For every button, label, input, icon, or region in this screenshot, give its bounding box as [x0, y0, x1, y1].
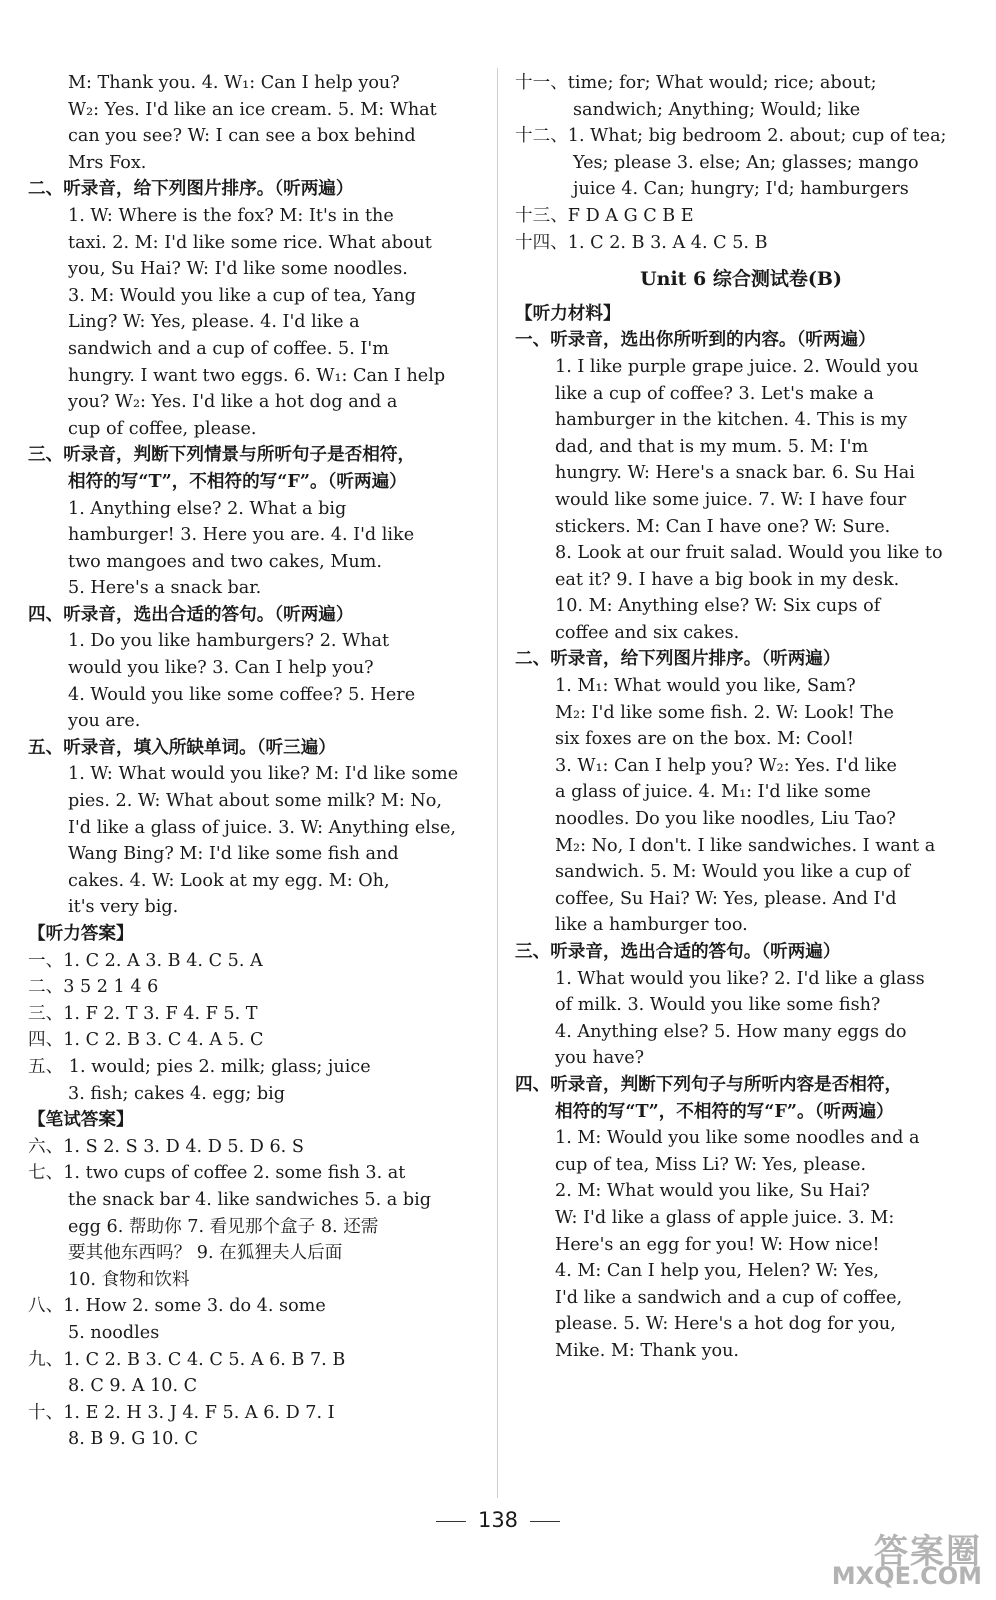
text-line: 3. fish; cakes 4. egg; big [68, 1083, 286, 1104]
text-line: Mrs Fox. [68, 152, 147, 173]
text-line: hungry. W: Here's a snack bar. 6. Su Hai [555, 463, 915, 484]
text-line: Mike. M: Thank you. [555, 1340, 740, 1361]
section-heading: 【笔试答案】 [28, 1109, 134, 1131]
text-line: dad, and that is my mum. 5. M: I'm [555, 436, 869, 457]
text-line: 七、1. two cups of coffee 2. some fish 3. at [28, 1163, 406, 1184]
section-heading: 二、听录音，给下列图片排序。（听两遍） [515, 648, 841, 670]
text-line: 3. M: Would you like a cup of tea, Yang [68, 285, 416, 306]
section-heading: 三、听录音，选出合适的答句。（听两遍） [515, 941, 841, 962]
text-line: 十、1. E 2. H 3. J 4. F 5. A 6. D 7. I [28, 1402, 335, 1423]
section-heading: 二、听录音，给下列图片排序。（听两遍） [28, 178, 354, 200]
text-line: 三、1. F 2. T 3. F 4. F 5. T [28, 1003, 258, 1024]
text-line: taxi. 2. M: I'd like some rice. What about [68, 232, 432, 253]
text-line: M₂: No, I don't. I like sandwiches. I want a [555, 835, 936, 856]
text-line: 十三、F D A G C B E [515, 205, 694, 226]
text-line: 二、3 5 2 1 4 6 [28, 977, 159, 998]
text-line: 8. Look at our fruit salad. Would you like to [555, 543, 943, 564]
section-heading: 五、听录音，填入所缺单词。（听三遍） [28, 736, 336, 758]
right-column [515, 70, 967, 1365]
text-line: Ling? W: Yes, please. 4. I'd like a [68, 312, 360, 333]
text-line: you are. [68, 711, 141, 732]
page-number-text: 138 [477, 1508, 519, 1532]
text-line: cup of tea, Miss Li? W: Yes, please. [555, 1154, 867, 1175]
section-heading: 相符的写“T”，不相符的写“F”。（听两遍） [68, 470, 407, 492]
text-line: 5. Here's a snack bar. [68, 578, 262, 599]
text-line: it's very big. [68, 897, 179, 918]
watermark-line1: 答案圈 [874, 1532, 982, 1572]
text-line: juice 4. Can; hungry; I'd; hamburgers [573, 179, 909, 200]
text-line: 1. M: Would you like some noodles and a [555, 1128, 920, 1149]
text-line: coffee, Su Hai? W: Yes, please. And I'd [555, 888, 897, 909]
text-line: sandwich and a cup of coffee. 5. I'm [68, 338, 389, 359]
text-line: you have? [555, 1048, 645, 1069]
text-line: 4. Anything else? 5. How many eggs do [555, 1021, 907, 1042]
text-line: 十二、1. What; big bedroom 2. about; cup of tea; [515, 126, 947, 147]
text-line: Yes; please 3. else; An; glasses; mango [573, 152, 919, 173]
text-line: of milk. 3. Would you like some fish? [555, 995, 881, 1016]
text-line: 1. What would you like? 2. I'd like a glass [555, 968, 925, 989]
text-line: W₂: Yes. I'd like an ice cream. 5. M: What [68, 99, 437, 120]
text-line: eat it? 9. I have a big book in my desk. [555, 569, 900, 590]
text-line: 8. C 9. A 10. C [68, 1376, 198, 1397]
text-line: 10. 食物和饮料 [68, 1269, 190, 1290]
text-line: cup of coffee, please. [68, 418, 257, 439]
text-line: coffee and six cakes. [555, 622, 740, 643]
text-line: 1. Do you like hamburgers? 2. What [68, 631, 390, 652]
text-line: six foxes are on the box. M: Cool! [555, 729, 854, 750]
text-line: 1. I like purple grape juice. 2. Would you [555, 356, 919, 377]
text-line: Wang Bing? M: I'd like some fish and [68, 844, 399, 865]
text-line: 九、1. C 2. B 3. C 4. C 5. A 6. B 7. B [28, 1349, 346, 1370]
text-line: 十一、time; for; What would; rice; about; [515, 73, 877, 93]
text-line: M: Thank you. 4. W₁: Can I help you? [68, 73, 400, 93]
text-line: Here's an egg for you! W: How nice! [555, 1234, 880, 1255]
text-line: 十四、1. C 2. B 3. A 4. C 5. B [515, 232, 768, 253]
page-number [0, 1508, 996, 1532]
text-line: sandwich. 5. M: Would you like a cup of [555, 862, 910, 883]
text-line: you? W₂: Yes. I'd like a hot dog and a [68, 392, 398, 413]
text-line: you, Su Hai? W: I'd like some noodles. [68, 259, 408, 280]
text-line: can you see? W: I can see a box behind [68, 126, 416, 147]
text-line: 要其他东西吗？ 9. 在狐狸夫人后面 [68, 1243, 343, 1264]
text-line: please. 5. W: Here's a hot dog for you, [555, 1314, 896, 1335]
section-heading: 三、听录音，判断下列情景与所听句子是否相符， [28, 444, 416, 466]
text-line: the snack bar 4. like sandwiches 5. a big [68, 1189, 432, 1210]
text-line: would like some juice. 7. W: I have four [555, 489, 907, 510]
text-line: 1. M₁: What would you like, Sam? [555, 676, 856, 697]
test-title: Unit 6 综合测试卷(B) [640, 268, 842, 291]
text-line: 八、1. How 2. some 3. do 4. some [28, 1296, 326, 1317]
section-heading: 【听力材料】 [515, 302, 621, 324]
text-line: a glass of juice. 4. M₁: I'd like some [555, 782, 871, 803]
section-heading: 四、听录音，判断下列句子与所听内容是否相符， [515, 1073, 903, 1095]
text-line: 5. noodles [68, 1322, 160, 1343]
watermark-line2: MXQE.COM [831, 1562, 982, 1590]
column-divider [497, 68, 498, 1498]
text-line: W: I'd like a glass of apple juice. 3. M: [555, 1207, 895, 1228]
section-heading: 相符的写“T”，不相符的写“F”。（听两遍） [555, 1100, 894, 1122]
text-line: I'd like a sandwich and a cup of coffee, [555, 1287, 903, 1308]
text-line: 1. W: Where is the fox? M: It's in the [68, 205, 394, 226]
text-line: hungry. I want two eggs. 6. W₁: Can I help [68, 365, 446, 386]
text-line: 四、1. C 2. B 3. C 4. A 5. C [28, 1030, 264, 1051]
text-line: 3. W₁: Can I help you? W₂: Yes. I'd like [555, 755, 897, 776]
section-heading: 【听力答案】 [28, 923, 134, 944]
text-line: cakes. 4. W: Look at my egg. M: Oh, [68, 870, 390, 891]
text-line: stickers. M: Can I have one? W: Sure. [555, 516, 891, 537]
text-line: sandwich; Anything; Would; like [573, 99, 861, 120]
text-line: egg 6. 帮助你 7. 看见那个盒子 8. 还需 [68, 1216, 379, 1237]
text-line: hamburger in the kitchen. 4. This is my [555, 410, 908, 431]
text-line: pies. 2. W: What about some milk? M: No, [68, 791, 442, 812]
text-line: 4. M: Can I help you, Helen? W: Yes, [555, 1261, 879, 1282]
text-line: 1. W: What would you like? M: I'd like some [68, 764, 459, 785]
text-line: like a hamburger too. [555, 915, 748, 936]
section-heading: 一、听录音，选出你所听到的内容。（听两遍） [515, 329, 876, 351]
text-line: 1. Anything else? 2. What a big [68, 498, 347, 519]
text-line: hamburger! 3. Here you are. 4. I'd like [68, 525, 415, 546]
left-column [28, 70, 480, 1453]
text-line: 一、1. C 2. A 3. B 4. C 5. A [28, 950, 263, 971]
text-line: like a cup of coffee? 3. Let's make a [555, 383, 874, 404]
watermark-logo [831, 1532, 982, 1590]
text-line: noodles. Do you like noodles, Liu Tao? [555, 809, 896, 830]
text-line: 六、1. S 2. S 3. D 4. D 5. D 6. S [28, 1136, 304, 1157]
text-line: 五、 1. would; pies 2. milk; glass; juice [28, 1056, 371, 1077]
text-line: would you like? 3. Can I help you? [68, 658, 374, 679]
text-line: 2. M: What would you like, Su Hai? [555, 1181, 870, 1202]
text-line: two mangoes and two cakes, Mum. [68, 551, 382, 572]
text-line: 8. B 9. G 10. C [68, 1429, 198, 1450]
section-heading: 四、听录音，选出合适的答句。（听两遍） [28, 603, 354, 625]
text-line: 4. Would you like some coffee? 5. Here [68, 684, 416, 705]
text-line: 10. M: Anything else? W: Six cups of [555, 596, 881, 617]
text-line: I'd like a glass of juice. 3. W: Anything else, [68, 817, 456, 838]
text-line: M₂: I'd like some fish. 2. W: Look! The [555, 702, 894, 723]
